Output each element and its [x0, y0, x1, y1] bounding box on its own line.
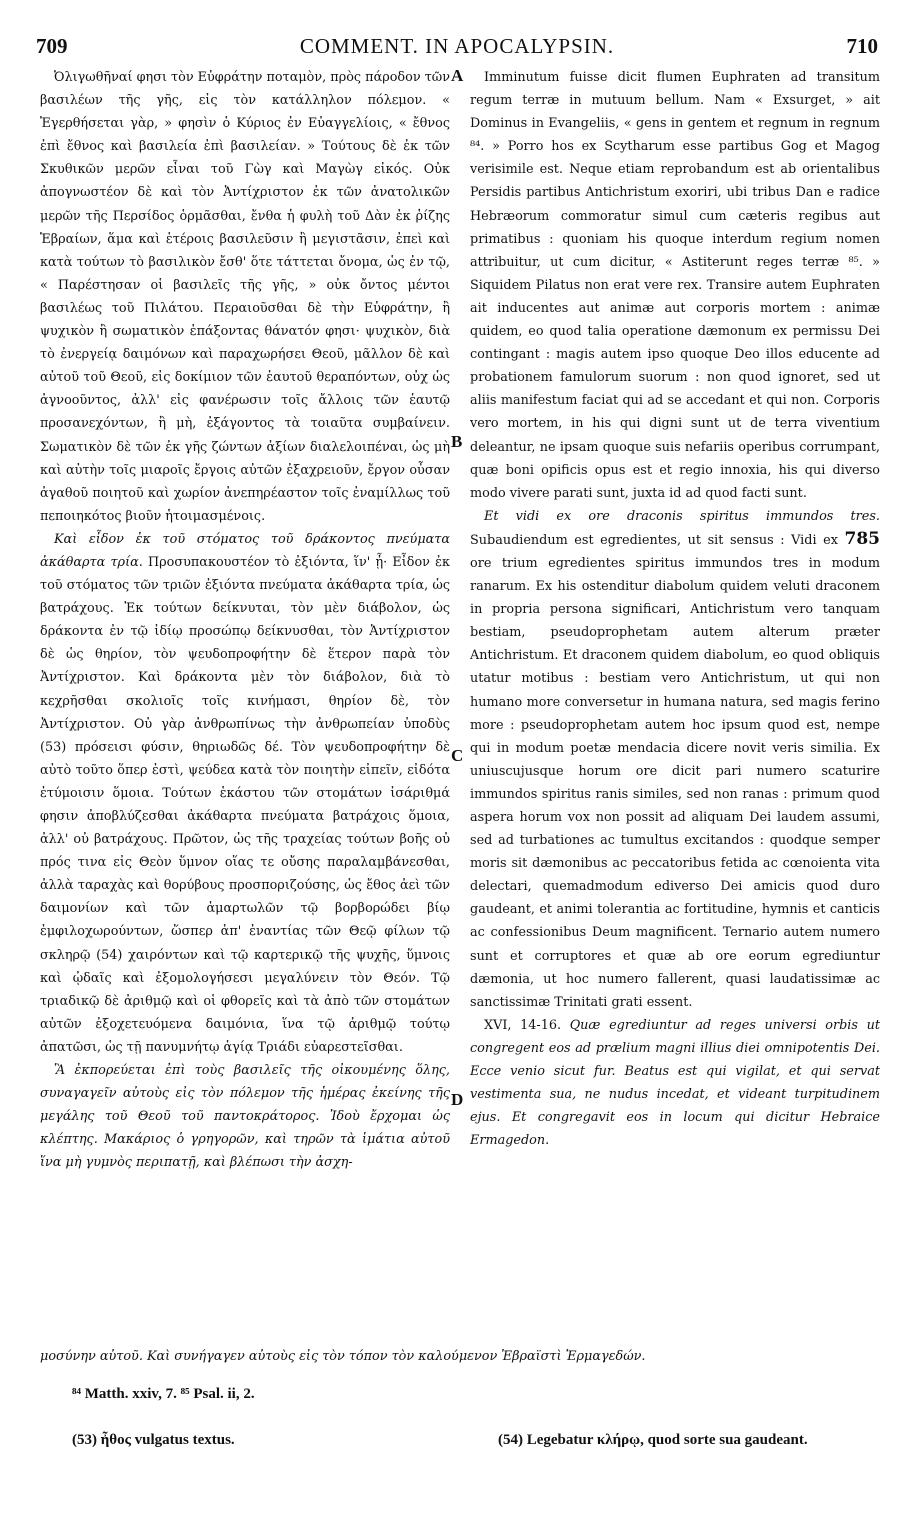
footnote-54: (54) Legebatur κλήρῳ, quod sorte sua gaudeant.	[498, 1432, 808, 1448]
page-header	[36, 34, 878, 60]
margin-marker-b: B	[451, 432, 463, 451]
latin-lemma-2: Et vidi ex ore draconis spiritus immundos tres.	[484, 508, 880, 524]
latin-paragraph-2	[470, 505, 880, 1014]
column-number: 785	[844, 528, 880, 549]
greek-paragraph-1: Ὀλιγωθῆναί φησι τὸν Εὐφράτην ποταμὸν, πρὸς πάροδον τῶν βασιλέων τῆς γῆς, εἰς τὸν κατάλληλον πόλεμον. « Ἐγερθήσεται γὰρ, » φησὶν ὁ Κύριος ἐν Εὐαγγελίοις, « ἔθνος ἐπὶ ἔθνος καὶ βασιλεία ἐπὶ βασιλείαν. » Τούτους δὲ ἐκ τῶν Σκυθικῶν μερῶν εἶναι τοῦ Γὼγ καὶ Μαγὼγ εἰκός. Οὐκ ἀπογνωστέον δὲ καὶ τὸν Ἀντίχριστον ἐκ τῶν ἀνατολικῶν μερῶν τῆς Περσίδος ὁρμᾶσθαι, ἔνθα ἡ φυλὴ τοῦ Δὰν ἐκ ῥίζης Ἑβραίων, ἅμα καὶ ἑτέροις βασιλεῦσιν ἢ μεγιστᾶσιν, ἐπεὶ καὶ κατὰ τούτων τὸ βασιλικὸν ἔσθ' ὅτε τάττεται ὄνομα, ὡς ἐν τῷ, « Παρέστησαν οἱ βασιλεῖς τῆς γῆς, » οὐκ ὄντος μέντοι βασιλέως τοῦ Πιλάτου. Περαιοῦσθαι δὲ τὴν Εὐφράτην, ἢ ψυχικὸν ἢ σωματικὸν ἐπάξοντας θάνατόν φησι· ψυχικὸν, διὰ τὸ ἐνεργείᾳ δαιμόνων καὶ παραχωρήσει Θεοῦ, μᾶλλον δὲ καὶ αὐτοῦ τοῦ Θεοῦ, εἰς δοκίμιον τῶν ἑαυτοῦ θεραπόντων, οὐχ ὡς ἀγνοοῦντος, ἀλλ' εἰς φανέρωσιν τοῖς ἄλλοις τῶν ἑαυτῷ προσανεχόντων, ἢ μὴ, ἐξάγοντος τὰ τοιαῦτα συμβαίνειν. Σωματικὸν δὲ τῶν ἐκ γῆς ζώντων ἀξίων διαλελοιπέναι, ὡς μὴ καὶ αὐτὴν τοῖς μιαροῖς ἔργοις αὐτῶν ἐξαχρειοῦν, ἔργον οὖσαν ἀγαθοῦ ποιητοῦ καὶ χωρίον ἀνεπηρέαστον τοῖς ἐναμίλλως τοῦ πεποιηκότος βιοῦν ἡτοιμασμένοις.	[40, 70, 450, 524]
greek-lemma-3: Ἃ ἐκπορεύεται ἐπὶ τοὺς βασιλεῖς τῆς οἰκουμένης ὅλης, συναγαγεῖν αὐτοὺς εἰς τὸν πόλεμον τῆς ἡμέρας ἐκείνης τῆς μεγάλης τοῦ Θεοῦ τοῦ παντοκράτορος. Ἰδοὺ ἔρχομαι ὡς κλέπτης. Μακάριος ὁ γρηγορῶν, καὶ τηρῶν τὰ ἱμάτια αὐτοῦ ἵνα μὴ γυμνὸς περιπατῇ, καὶ βλέπωσι τὴν ἀσχη-	[40, 1063, 450, 1171]
latin-text-2a: Subaudiendum est egredientes, ut sit sensus : Vidi ex	[470, 532, 838, 548]
latin-column	[470, 66, 880, 1152]
margin-marker-d: D	[451, 1090, 464, 1109]
running-title: COMMENT. IN APOCALYPSIN.	[299, 34, 615, 58]
latin-paragraph-1: Imminutum fuisse dicit flumen Euphraten ad transitum regum terræ in mutuum bellum. Nam « Exsurget, » ait Dominus in Evangeliis, « gens in gentem et regnum in regnum ⁸⁴. » Porro hos ex Scytharum esse partibus Gog et Magog verisimile est. Neque etiam reprobandum est ab orientalibus Persidis partibus Antichristum exoriri, ubi tribus Dan e radice Hebræorum commoratur simul cum cæteris regibus aut primatibus : quoniam his quoque interdum regium nomen attribuitur, ut cum dicitur, « Astiterunt reges terræ ⁸⁵. » Siquidem Pilatus non erat vere rex. Transire autem Euphraten ait inducentes aut animæ aut corporis mortem : animæ quidem, eo quod talia operatione dæmonum ex permissu Dei contingant : magis autem ipso quoque Deo illos educente ad probationem famulorum suorum : non quod ignoret, sed ut aliis manifestum faciat qui ad se accedant et qui non. Corporis vero mortem, in his qui digni sunt ut de terra viventium deleantur, ne ipsam quoque suis nefariis operibus corrumpant, quæ boni opificis opus est et regio innoxia, his qui diverso modo vivere parati sunt, juxta id ad quod facti sunt.	[470, 70, 880, 501]
latin-text-2b: ore trium egredientes spiritus immundos tres in modum ranarum. Ex his ostenditur diabolum quidem veluti draconem in propria persona significari, Antichristum vero tanquam bestiam, pseudoprophetam autem alterum præter Antichristum. Et draconem quidem diabolum, eo quod obliquis utatur motibus : bestiam vero Antichristum, ut qui non humano more conversetur in humana natura, sed magis ferino more : pseudoprophetam autem hoc ipsum quod est, nempe qui in modum poetæ mendacia dicere novit veris similia. Ex uniuscujusque horum ore dicit pari numero scaturire immundos spiritus ranis similes, sed non ranas : primum quod aspera horum vox non possit ad aliquam Dei laudem assumi, sed ad turbationes ac tumultus excitandos : quodque semper moris sit dæmonibus ac peccatoribus fetida ac cœnoienta vita delectari, quemadmodum ediverso Dei amicis quod duro gaudeant, et animi tolerantia ac fortitudine, hymnis et canticis ac confessionibus Deum magnificent. Ternario autem numero sunt et corruptores et quæ ab ore eorum egrediuntur dæmonia, ut hoc numero fallerent, quasi laudatissimæ ac sanctissimæ Trinitati grati essent.	[470, 555, 880, 1010]
margin-marker-a: A	[451, 66, 464, 85]
greek-paragraph-2	[40, 528, 450, 1059]
greek-text-2: Προσυπακουστέον τὸ ἐξιόντα, ἵν' ᾖ· Εἶδον ἐκ τοῦ στόματος τῶν τριῶν ἐξιόντα πνεύματα ἀκάθαρτα τρία, ὡς βατράχους. Ἐκ τούτων δείκνυται, τὸν μὲν διάβολον, ὡς δράκοντα ἐν τῷ ἰδίῳ προσώπῳ δείκνυσθαι, τὸν Ἀντίχριστον δὲ ὡς θηρίον, τὸν ψευδοπροφήτην δὲ ἕτερον παρὰ τὸν Ἀντίχριστον. Καὶ δράκοντα μὲν τὸν διάβολον, διὰ τὸ κεχρῆσθαι σκολιοῖς τοῖς κινήμασι, θηρίον δὲ, τὸν Ἀντίχριστον. Οὐ γὰρ ἀνθρωπίνως τὴν ἀνθρωπείαν ὑποδὺς (53) πρόσεισι φύσιν, θηριωδῶς δέ. Τὸν ψευδοπροφήτην δὲ αὐτὸ τοῦτο ὅπερ ἐστὶ, ψεύδεα κατὰ τὸν ποιητὴν εἰπεῖν, εἰδότα ἐτύμοισιν ὅμοια. Τούτων ἑκάστου τῶν στομάτων ἰσάριθμά φησιν ἀποβλύζεσθαι ἀκάθαρτα πνεύματα βατράχοις ὅμοια, ἀλλ' οὐ βατράχους. Πρῶτον, ὡς τῆς τραχείας τούτων βοῆς οὐ πρός τινα εἰς Θεὸν ὕμνον οἵας τε οὔσης παραλαμβάνεσθαι, ἀλλὰ ταραχὰς καὶ θορύβους προσποριζούσης, ὡς ἔθος ἀεὶ τῶν δαιμονίων καὶ τῶν ἁμαρτωλῶν τῷ βορβορώδει βίῳ ἐμφιλοχωρούντων, ὥσπερ ἀπ' ἐναντίας τῶν Θεῷ φίλων τῷ σκληρῷ (54) χαιρόντων καὶ τῷ καρτερικῷ τῆς ψυχῆς, ὕμνοις καὶ ᾠδαῖς καὶ ἐξομολογήσεσι μεγαλύνειν τὸν Θεόν. Τῷ τριαδικῷ δὲ ἀριθμῷ καὶ οἱ φθορεῖς καὶ τὰ ἀπὸ τῶν στομάτων αὐτῶν ἐξοχετευόμενα δαιμόνια, ἵνα τῷ ἀριθμῷ τούτῳ ἀπατῶσι, ὡς τῇ πανυμνήτῳ ἁγίᾳ Τριάδι εὐαρεστεῖσθαι.	[40, 554, 450, 1055]
footnote-53: (53) ἦθος vulgatus textus.	[72, 1432, 235, 1448]
latin-verse-ref: XVI, 14-16.	[484, 1017, 562, 1033]
page-number-left: 709	[36, 34, 68, 58]
latin-lemma-3: Quæ egrediuntur ad reges universi orbis ut congregent eos ad prælium magni illius diei omnipotentis Dei. Ecce venio sicut fur. Beatus est qui vigilat, et qui servat vestimenta sua, ne nudus incedat, et videant turpitudinem ejus. Et congregavit eos in locum qui dicitur Hebraice Ermagedon.	[470, 1017, 880, 1149]
greek-lemma-2: Καὶ εἶδον ἐκ τοῦ στόματος τοῦ δράκοντος πνεύματα ἀκάθαρτα τρία.	[40, 531, 450, 570]
latin-paragraph-3	[470, 1014, 880, 1153]
greek-column	[40, 66, 450, 1175]
margin-marker-c: C	[451, 746, 464, 765]
greek-final-line: μοσύνην αὐτοῦ. Καὶ συνήγαγεν αὐτοὺς εἰς τὸν τόπον τὸν καλούμενον Ἑβραϊστὶ Ἐρμαγεδών.	[40, 1349, 646, 1364]
scripture-footnotes: ⁸⁴ Matth. xxiv, 7. ⁸⁵ Psal. ii, 2.	[72, 1386, 255, 1402]
page-number-right: 710	[846, 34, 878, 58]
